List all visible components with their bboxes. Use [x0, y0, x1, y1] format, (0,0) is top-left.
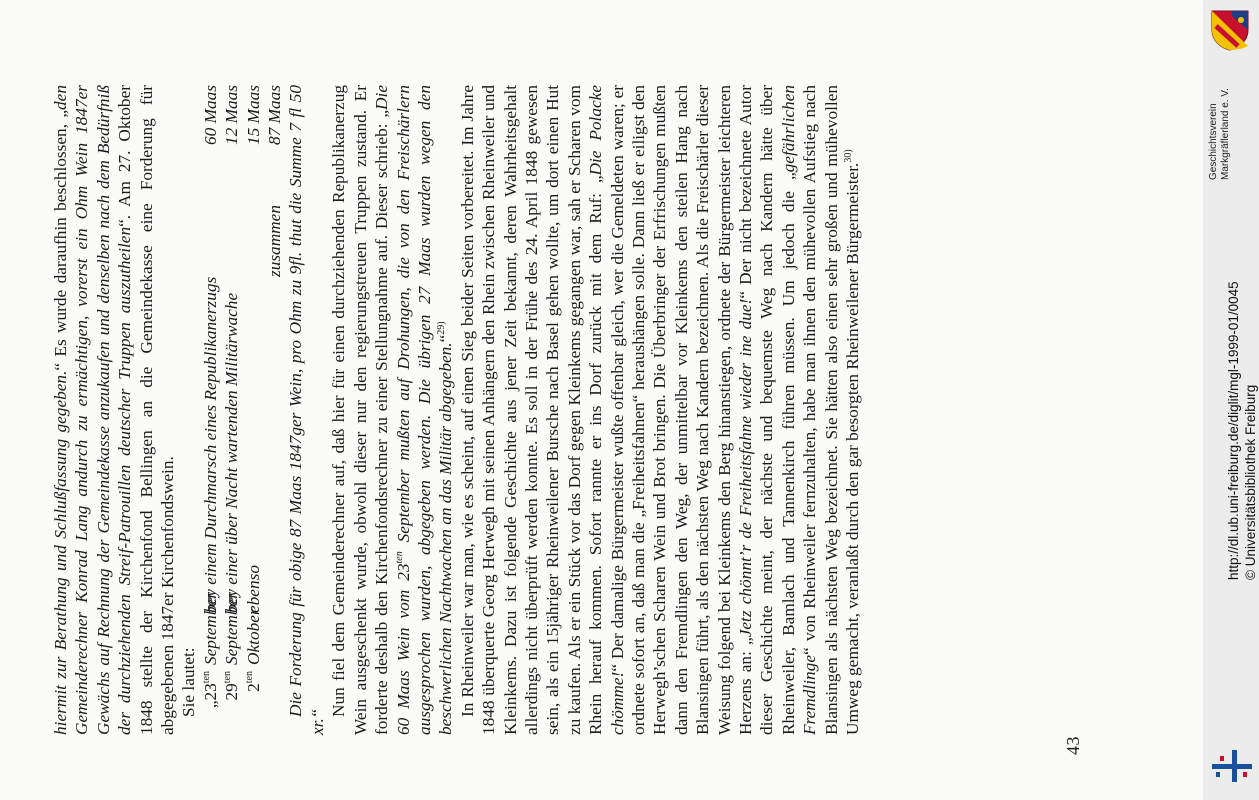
verein-line-2: Markgräflerland e. V. [1220, 88, 1231, 180]
text-run: “ Der damalige Bürgermeister wußte offenbar gleich, wer die Gemeldeten waren; er ordnete sofort an, daß man die „Freiheitsfahnen“ heraushängen solle. Dann ließ er eiligst den Herwegh’schen Scharen Wein und Brot bringen. Die Überbringer der Erfrischungen mußten dann den Fremdlingen den Weg, der unmittelbar vor Kleinkems den steilen Hang nach Blansingen führt, als den nächsten Weg nach Kandern bezeichnen. Als die Freischärler dieser Weisung folgend bei Kleinkems den Berg hinanstiegen, ordnete der Bürgermeister leichteren Herzens an: „ [607, 85, 755, 735]
text-run: “ [436, 334, 456, 343]
sie-lautet-label: Sie lautet: [179, 647, 199, 717]
register-day-suffix: ten [243, 671, 255, 684]
register-description: bey einem Durchmarsch eines Republikanerzugs [200, 276, 220, 613]
copyright-notice: © Universitätsbibliothek Freiburg [1243, 384, 1258, 580]
register-month: September [200, 592, 220, 665]
register-description: bey einer über Nacht wartenden Militärwache [222, 292, 242, 613]
text-run: Die Polacke chömme! [586, 85, 627, 735]
text-run: 29) [436, 321, 448, 335]
register-description: ebenso [243, 565, 263, 613]
text-run: “. Am 27. Oktober 1848 stellte der Kirchenfond Bellingen an die Gemeindekasse eine Forderung für abgegebenen 1847er Kirchenfondswein. [115, 85, 178, 735]
paragraph-2: Die Forderung für obige 87 Maas 1847ger Wein, pro Ohm zu 9fl. thut die Summe 7 fl 50 xr.“ [286, 85, 327, 735]
text-run: Jetz chönnt’r de Freiheitsfahne wieder ine due! [736, 298, 755, 638]
text-run: September mußten auf Drohungen, die von den Freischärlern ausgesprochen wurden, abgegeben werden. Die übrigen 27 Maas wurden wegen den beschwerlichen Nachtwachen an das Militär abgegeben. [393, 85, 456, 735]
text-run: “ Der nicht bezeichnete Autor dieser Geschichte meint, der nächste und bequemste Weg nach Kandern hätte über Rheinweiler, Bamlach und Tannenkirch führen müssen. Um jedoch die „ [736, 84, 798, 735]
text-run: “ Es wurde daraufhin beschlossen, „ [51, 109, 70, 371]
register-amount: 15 Maas [243, 85, 263, 146]
text-run: den Gemeinderechner Konrad Lang andurch zu ermächtigen, vorerst ein Ohm Wein 1847er Gewächs auf Rechnung der Gemeindekasse anzukaufen und denselben nach dem Bedürfniß der durchziehenden Streif-Patrouillen deutscher Truppen auszutheilen [51, 85, 135, 735]
register-month: September [222, 592, 242, 665]
page-text [50, 85, 863, 735]
page-rotated-content [50, 84, 1150, 755]
paragraph-1 [50, 85, 178, 735]
register-entry [200, 85, 221, 735]
register-day: 2 [243, 683, 263, 692]
verein-line-1: Geschichtsverein [1208, 103, 1219, 180]
register-month: Oktober [243, 608, 263, 665]
register-date [200, 665, 221, 735]
total-amount: 87 Maas [265, 85, 285, 146]
register-date [221, 665, 242, 735]
register-total [264, 85, 285, 735]
register-date [243, 665, 264, 735]
register-day-suffix: ten [201, 671, 213, 684]
paragraph-4 [457, 85, 864, 735]
register-amount: 60 Maas [200, 85, 220, 146]
register-day: „23 [200, 683, 220, 709]
total-label: zusammen [265, 205, 285, 278]
text-run: Nun fiel dem Gemeinderechner auf, daß hier für einen durchziehenden Republikanerzug Wein ausgeschenkt wurde, obwohl dieser nur den regierungstreuen Truppen zustand. Er forderte deshalb den Kirchenfondsrechner zu einer Stellungnahme auf. Dieser schrieb: „ [329, 85, 392, 735]
text-run: Die 60 Maas Wein vom 23 [372, 85, 413, 735]
register-entry [221, 85, 242, 735]
ub-freiburg-logo-icon [1210, 746, 1254, 786]
text-run: gefährlichen Fremdlinge [778, 85, 820, 735]
register-day-suffix: ten [222, 671, 234, 684]
paragraph-3 [328, 85, 456, 735]
register-amount: 12 Maas [222, 85, 242, 146]
verein-label [1208, 0, 1232, 180]
document-url-link[interactable]: http://dl.ub.uni-freiburg.de/diglit/mgl-1999-01/0045 [1226, 281, 1241, 580]
text-run: “ von Rheinweiler fernzuhalten, habe man ihnen den mühevollen Aufstieg nach Blansingen als nächsten Weg bezeichnet. Sie hätten also einen sehr großen und mühevollen Umweg gemacht, veranlaßt durch den gar besorgten Rheinweilener Bürgermeister. [800, 85, 863, 735]
text-run: In Rheinweiler war man, wie es scheint, auf einen Sieg beider Seiten vorbereitet. Im Jahre 1848 überquerte Georg Herwegh mit seinen Anhängern den Rhein zwischen Rheinweiler und Kleinkems. Dazu ist folgende Geschichte aus jener Zeit bekannt, deren Wahrheitsgehalt allerdings nicht überprüft werden konnte. Es soll in der Frühe des 24. April 1848 gewesen sein, als ein 15jähriger Rheinweilener Bursche nach Basel gehen wollte, um dort einen Hut zu kaufen. Als er ein Stück vor das Dorf gegen Kleinkems gegangen war, sah er Scharen vom Rhein herauf kommen. Sofort rannte er ins Dorf zurück mit dem Ruf: „ [457, 85, 606, 735]
text-run: hiermit zur Berathung und Schlußfassung gegeben. [51, 370, 70, 735]
text-run: 30) [843, 149, 855, 163]
register-day: 29 [222, 683, 242, 701]
register-entry [243, 85, 264, 735]
text-run: ten [393, 551, 405, 564]
wine-register [200, 85, 264, 735]
page-number: 43 [1063, 736, 1083, 755]
